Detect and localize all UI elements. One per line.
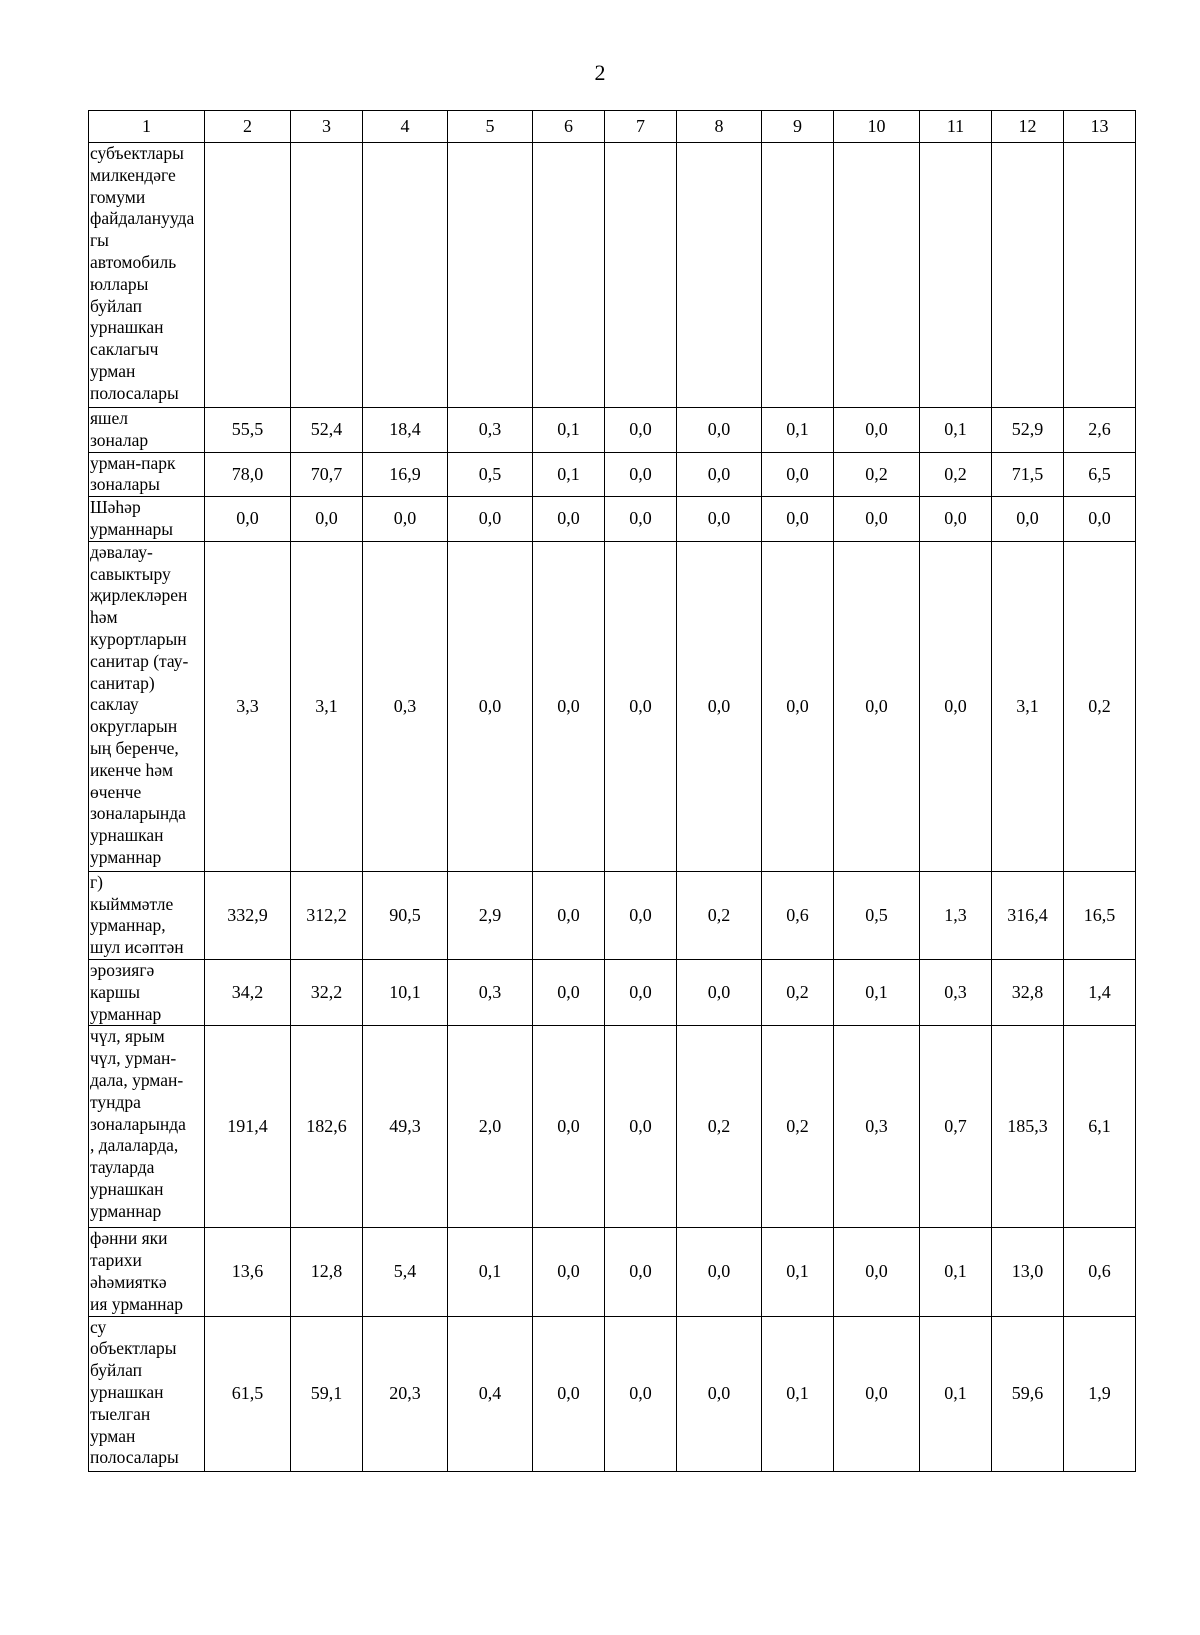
cell-value: 2,6 <box>1064 408 1136 453</box>
cell-value: 61,5 <box>205 1316 291 1471</box>
cell-value: 0,0 <box>448 541 533 871</box>
cell-value: 0,0 <box>605 497 677 542</box>
cell-value: 0,0 <box>762 452 834 497</box>
cell-value: 0,0 <box>605 452 677 497</box>
column-header-13: 13 <box>1064 111 1136 143</box>
row-label: дәвалау- савыктыру җирлекләрен һәм курортларын санитар (тау- санитар) саклау округларын ың беренче, икенче һәм өченче зоналарында урнашкан урманнар <box>89 541 205 871</box>
row-label: субъектлары милкендәге гомуми файдаланууда гы автомобиль юллары буйлап урнашкан саклагыч урман полосалары <box>89 143 205 408</box>
table-body <box>89 143 1136 1472</box>
column-header-12: 12 <box>992 111 1064 143</box>
cell-value: 0,0 <box>992 497 1064 542</box>
cell-value: 0,0 <box>834 408 920 453</box>
column-header-11: 11 <box>920 111 992 143</box>
cell-value: 49,3 <box>363 1026 448 1228</box>
cell-value: 0,1 <box>920 1316 992 1471</box>
cell-value: 185,3 <box>992 1026 1064 1228</box>
cell-value: 0,1 <box>920 408 992 453</box>
cell-value <box>834 143 920 408</box>
table-row <box>89 497 1136 542</box>
cell-value: 6,5 <box>1064 452 1136 497</box>
cell-value: 12,8 <box>291 1228 363 1316</box>
column-header-4: 4 <box>363 111 448 143</box>
cell-value: 0,0 <box>762 541 834 871</box>
cell-value: 332,9 <box>205 871 291 959</box>
row-label: эрозиягә каршы урманнар <box>89 959 205 1025</box>
cell-value: 0,0 <box>205 497 291 542</box>
cell-value: 0,0 <box>605 871 677 959</box>
cell-value: 0,1 <box>533 452 605 497</box>
cell-value: 0,0 <box>605 1026 677 1228</box>
table-row <box>89 1026 1136 1228</box>
cell-value <box>533 143 605 408</box>
cell-value <box>205 143 291 408</box>
cell-value: 0,1 <box>834 959 920 1025</box>
cell-value: 0,0 <box>834 1228 920 1316</box>
cell-value: 71,5 <box>992 452 1064 497</box>
column-header-9: 9 <box>762 111 834 143</box>
cell-value: 0,0 <box>605 541 677 871</box>
table-row <box>89 1316 1136 1471</box>
row-label: чүл, ярым чүл, урман- дала, урман- тундра зоналарында , далаларда, тауларда урнашкан урманнар <box>89 1026 205 1228</box>
cell-value: 0,0 <box>762 497 834 542</box>
cell-value: 0,0 <box>448 497 533 542</box>
cell-value: 0,0 <box>834 541 920 871</box>
cell-value: 34,2 <box>205 959 291 1025</box>
cell-value: 1,3 <box>920 871 992 959</box>
cell-value: 0,0 <box>834 1316 920 1471</box>
cell-value: 0,0 <box>677 541 762 871</box>
cell-value: 0,0 <box>533 959 605 1025</box>
cell-value: 0,6 <box>1064 1228 1136 1316</box>
cell-value: 3,1 <box>992 541 1064 871</box>
cell-value <box>677 143 762 408</box>
row-label: яшел зоналар <box>89 408 205 453</box>
column-header-1: 1 <box>89 111 205 143</box>
cell-value: 0,0 <box>677 497 762 542</box>
cell-value: 0,2 <box>834 452 920 497</box>
cell-value: 0,0 <box>533 497 605 542</box>
cell-value: 52,9 <box>992 408 1064 453</box>
cell-value: 16,9 <box>363 452 448 497</box>
cell-value: 59,6 <box>992 1316 1064 1471</box>
cell-value: 2,0 <box>448 1026 533 1228</box>
cell-value: 0,3 <box>920 959 992 1025</box>
cell-value: 55,5 <box>205 408 291 453</box>
row-label: фәнни яки тарихи әһәмияткә ия урманнар <box>89 1228 205 1316</box>
cell-value: 0,0 <box>605 1316 677 1471</box>
cell-value: 13,6 <box>205 1228 291 1316</box>
cell-value: 0,1 <box>762 1316 834 1471</box>
cell-value: 0,0 <box>533 1228 605 1316</box>
cell-value: 0,0 <box>677 959 762 1025</box>
cell-value: 13,0 <box>992 1228 1064 1316</box>
cell-value: 0,2 <box>677 1026 762 1228</box>
cell-value: 0,1 <box>762 1228 834 1316</box>
table-row <box>89 408 1136 453</box>
column-header-10: 10 <box>834 111 920 143</box>
cell-value: 191,4 <box>205 1026 291 1228</box>
cell-value: 20,3 <box>363 1316 448 1471</box>
column-header-2: 2 <box>205 111 291 143</box>
row-label: урман-парк зоналары <box>89 452 205 497</box>
cell-value <box>920 143 992 408</box>
cell-value: 0,0 <box>1064 497 1136 542</box>
cell-value: 0,1 <box>920 1228 992 1316</box>
cell-value: 0,0 <box>291 497 363 542</box>
cell-value: 0,0 <box>533 1026 605 1228</box>
cell-value: 0,0 <box>605 959 677 1025</box>
row-label: Шәһәр урманнары <box>89 497 205 542</box>
cell-value: 6,1 <box>1064 1026 1136 1228</box>
table-row <box>89 871 1136 959</box>
cell-value: 0,3 <box>448 408 533 453</box>
cell-value: 0,0 <box>605 1228 677 1316</box>
cell-value: 0,3 <box>448 959 533 1025</box>
cell-value: 0,2 <box>762 959 834 1025</box>
cell-value <box>762 143 834 408</box>
cell-value: 32,8 <box>992 959 1064 1025</box>
cell-value: 70,7 <box>291 452 363 497</box>
cell-value: 0,7 <box>920 1026 992 1228</box>
cell-value: 0,1 <box>448 1228 533 1316</box>
cell-value: 10,1 <box>363 959 448 1025</box>
cell-value: 182,6 <box>291 1026 363 1228</box>
cell-value: 312,2 <box>291 871 363 959</box>
cell-value: 1,4 <box>1064 959 1136 1025</box>
cell-value: 16,5 <box>1064 871 1136 959</box>
column-header-5: 5 <box>448 111 533 143</box>
cell-value: 78,0 <box>205 452 291 497</box>
cell-value: 0,0 <box>920 541 992 871</box>
cell-value: 0,0 <box>533 541 605 871</box>
cell-value: 32,2 <box>291 959 363 1025</box>
row-label: г) кыйммәтле урманнар, шул исәптән <box>89 871 205 959</box>
page-number: 2 <box>594 60 606 85</box>
cell-value: 90,5 <box>363 871 448 959</box>
cell-value <box>291 143 363 408</box>
column-header-8: 8 <box>677 111 762 143</box>
column-header-6: 6 <box>533 111 605 143</box>
cell-value: 0,3 <box>834 1026 920 1228</box>
cell-value: 3,1 <box>291 541 363 871</box>
cell-value: 0,0 <box>533 1316 605 1471</box>
cell-value: 52,4 <box>291 408 363 453</box>
cell-value: 0,0 <box>677 408 762 453</box>
column-header-3: 3 <box>291 111 363 143</box>
cell-value <box>1064 143 1136 408</box>
cell-value: 0,1 <box>762 408 834 453</box>
data-table <box>88 110 1136 1472</box>
cell-value: 3,3 <box>205 541 291 871</box>
cell-value: 316,4 <box>992 871 1064 959</box>
cell-value: 2,9 <box>448 871 533 959</box>
cell-value: 0,6 <box>762 871 834 959</box>
cell-value: 0,5 <box>834 871 920 959</box>
cell-value <box>363 143 448 408</box>
cell-value: 18,4 <box>363 408 448 453</box>
cell-value: 0,0 <box>677 452 762 497</box>
table-row <box>89 452 1136 497</box>
cell-value: 0,0 <box>363 497 448 542</box>
cell-value: 0,0 <box>533 871 605 959</box>
cell-value: 0,0 <box>677 1316 762 1471</box>
table-row <box>89 541 1136 871</box>
table-row <box>89 959 1136 1025</box>
header-row <box>89 111 1136 143</box>
cell-value <box>448 143 533 408</box>
row-label: су объектлары буйлап урнашкан тыелган урман полосалары <box>89 1316 205 1471</box>
cell-value <box>605 143 677 408</box>
cell-value: 0,3 <box>363 541 448 871</box>
cell-value: 0,1 <box>533 408 605 453</box>
cell-value <box>992 143 1064 408</box>
cell-value: 0,2 <box>762 1026 834 1228</box>
table-row <box>89 1228 1136 1316</box>
cell-value: 5,4 <box>363 1228 448 1316</box>
cell-value: 0,0 <box>920 497 992 542</box>
cell-value: 1,9 <box>1064 1316 1136 1471</box>
cell-value: 0,0 <box>605 408 677 453</box>
column-header-7: 7 <box>605 111 677 143</box>
cell-value: 0,2 <box>1064 541 1136 871</box>
cell-value: 0,0 <box>834 497 920 542</box>
table-row <box>89 143 1136 408</box>
cell-value: 0,4 <box>448 1316 533 1471</box>
cell-value: 0,2 <box>920 452 992 497</box>
cell-value: 59,1 <box>291 1316 363 1471</box>
cell-value: 0,0 <box>677 1228 762 1316</box>
cell-value: 0,2 <box>677 871 762 959</box>
cell-value: 0,5 <box>448 452 533 497</box>
